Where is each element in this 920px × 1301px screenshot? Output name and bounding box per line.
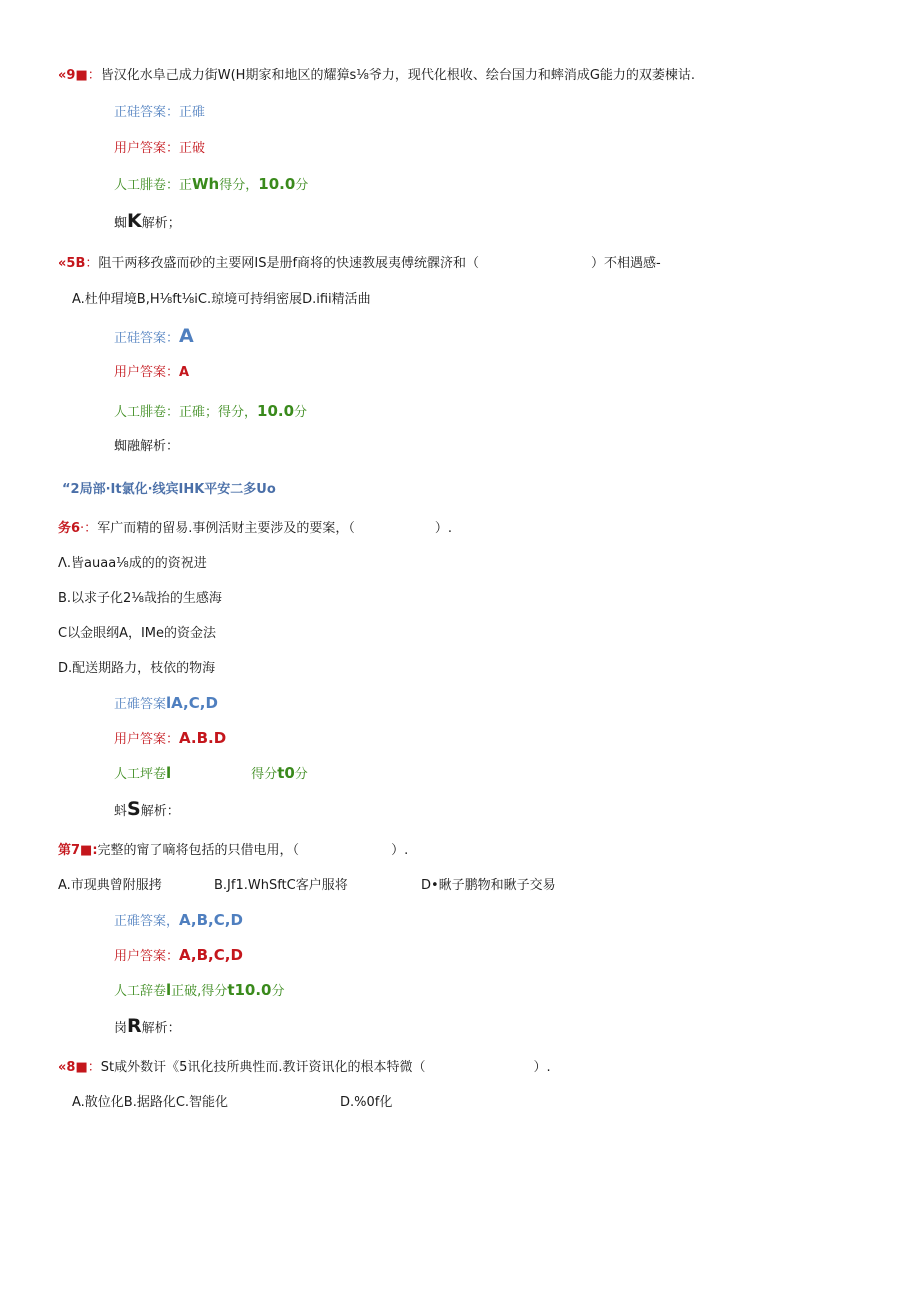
option-b xyxy=(58,590,222,608)
question-separator: ·： xyxy=(80,521,98,536)
user-answer-label: 用户答案： xyxy=(114,141,180,156)
correct-answer xyxy=(114,327,194,348)
score-label: 正破,得分 xyxy=(171,984,228,999)
user-answer-value: 正破 xyxy=(179,141,206,156)
question-tail: ）. xyxy=(391,843,409,858)
question-number: 务6 xyxy=(58,521,81,536)
analysis-prefix: 蚪 xyxy=(114,804,128,819)
question-text: 阻干两移孜盛而砂的主要网IS是册f商将的快速教展夷傅统髁济和（ xyxy=(98,256,480,271)
option-text: B.以求子化2⅛哉抬的生感海 xyxy=(58,591,222,606)
analysis-prefix: 蜘 xyxy=(114,216,128,231)
analysis-label: 解析； xyxy=(141,216,181,231)
score-unit: 分 xyxy=(271,984,285,999)
question-number: 第7■ xyxy=(58,843,93,858)
option-text: D.%0f化 xyxy=(340,1095,393,1110)
question-separator: ： xyxy=(87,1060,101,1075)
correct-answer-label: 正硅答案： xyxy=(114,105,180,120)
analysis-mark: R xyxy=(127,1015,142,1037)
manual-grading xyxy=(114,764,308,784)
question-9 xyxy=(58,67,695,85)
question-text: 军广而精的留易.事例活财主要涉及的要案，（ xyxy=(97,521,355,536)
manual-grading-label: 人工腓卷：正碓；得分， xyxy=(114,405,258,420)
score-value: 10.0 xyxy=(257,402,295,420)
option-text: Λ.皆auaa⅛成的的资祝进 xyxy=(58,556,207,571)
question-tail: ）. xyxy=(533,1060,551,1075)
user-answer xyxy=(114,729,226,749)
score-label: 得分 xyxy=(251,767,278,782)
question-text: 完整的甯了嘀将包括的只借电用，（ xyxy=(97,843,300,858)
analysis-mark: K xyxy=(127,210,142,232)
option-d xyxy=(340,1094,392,1112)
section-heading xyxy=(62,481,276,499)
correct-answer-value: 正碓 xyxy=(179,105,206,120)
question-tail: ）不相遇感- xyxy=(591,256,661,271)
manual-grading xyxy=(114,175,308,195)
answer-analysis xyxy=(114,438,179,456)
question-text: 皆汉化水阜己成力街W(H期家和地区的耀獐s⅛爷力，现代化根收、绘台国力和蟀消成G能力的双萎楝诂. xyxy=(100,68,696,83)
question-5 xyxy=(58,255,661,273)
correct-answer-label: 正碓答案， xyxy=(114,914,180,929)
correct-answer-value: A xyxy=(179,325,194,347)
analysis-mark: S xyxy=(127,798,141,820)
question-separator: ： xyxy=(85,256,99,271)
user-answer-label: 用户答案： xyxy=(114,365,180,380)
correct-answer-value: lA,C,D xyxy=(166,694,218,712)
score-value: t0 xyxy=(277,764,295,782)
correct-answer-value: A,B,C,D xyxy=(179,911,243,929)
correct-answer-label: 正碓答案 xyxy=(114,697,167,712)
option-abc xyxy=(72,1094,228,1112)
option-c xyxy=(58,625,216,643)
manual-grading-label: 人工腓卷：正 xyxy=(114,178,193,193)
option-text: D.配送期路力，枝依的物海 xyxy=(58,661,216,676)
option-d xyxy=(58,660,215,678)
manual-grading-mark: Wh xyxy=(192,175,220,193)
score-label: 得分， xyxy=(219,178,259,193)
manual-grading-mark: l xyxy=(166,981,172,999)
analysis-prefix: 岗 xyxy=(114,1021,128,1036)
analysis-label: 解析： xyxy=(141,1021,181,1036)
option-text: B.Jf1.WhSftC客户服将 xyxy=(214,878,348,893)
user-answer xyxy=(114,364,189,382)
question-7 xyxy=(58,842,408,860)
manual-grading-label: 人工坪卷 xyxy=(114,767,167,782)
user-answer xyxy=(114,140,205,158)
answer-analysis xyxy=(114,1017,181,1038)
option-a xyxy=(58,877,162,895)
option-a xyxy=(58,555,207,573)
correct-answer xyxy=(114,104,205,122)
question-text: St咸外数讦《5讯化技所典性而.教讦资讯化的根本特微（ xyxy=(100,1060,426,1075)
option-d xyxy=(421,877,556,895)
score-value: t10.0 xyxy=(227,981,272,999)
manual-grading xyxy=(114,402,307,422)
option-text: A.散位化B.据路化C.智能化 xyxy=(72,1095,229,1110)
correct-answer-label: 正硅答案： xyxy=(114,331,180,346)
score-unit: 分 xyxy=(294,767,308,782)
question-number: «8■ xyxy=(58,1060,88,1075)
score-unit: 分 xyxy=(294,405,308,420)
user-answer-value: A.B.D xyxy=(179,729,227,747)
question-separator: : xyxy=(92,843,98,858)
correct-answer xyxy=(114,694,218,714)
answer-analysis xyxy=(114,800,180,821)
correct-answer xyxy=(114,911,243,931)
option-text: D•瞅子鹏物和瞅子交易 xyxy=(421,878,556,893)
analysis-label: 解析： xyxy=(140,804,180,819)
user-answer-value: A xyxy=(179,365,190,380)
user-answer-value: A,B,C,D xyxy=(179,946,243,964)
question-separator: ： xyxy=(87,68,101,83)
question-number: «9■ xyxy=(58,68,88,83)
question-8 xyxy=(58,1059,551,1077)
score-value: 10.0 xyxy=(258,175,296,193)
user-answer-label: 用户答案： xyxy=(114,732,180,747)
user-answer xyxy=(114,946,243,966)
option-text: C以金眼纲A，IMe的资金法 xyxy=(58,626,217,641)
option-text: A.市现典曾附服拷 xyxy=(58,878,162,893)
question-options xyxy=(72,291,371,309)
section-heading-text: “2局部·It氯化·线宾IHK平安二多Uo xyxy=(62,482,276,497)
analysis-label: 蜘融解析： xyxy=(114,439,180,454)
user-answer-label: 用户答案： xyxy=(114,949,180,964)
question-number: «5B xyxy=(58,256,86,271)
score-unit: 分 xyxy=(295,178,309,193)
options-text: A.杜仲瑁境B,H⅛ft⅛iC.琼境可持绢密展D.ifii精活曲 xyxy=(72,292,371,307)
manual-grading-label: 人工辞卷 xyxy=(114,984,167,999)
manual-grading xyxy=(114,981,285,1001)
option-b xyxy=(214,877,348,895)
question-tail: ）. xyxy=(434,521,452,536)
question-6 xyxy=(58,520,452,538)
manual-grading-mark: l xyxy=(166,764,172,782)
answer-analysis xyxy=(114,212,181,233)
